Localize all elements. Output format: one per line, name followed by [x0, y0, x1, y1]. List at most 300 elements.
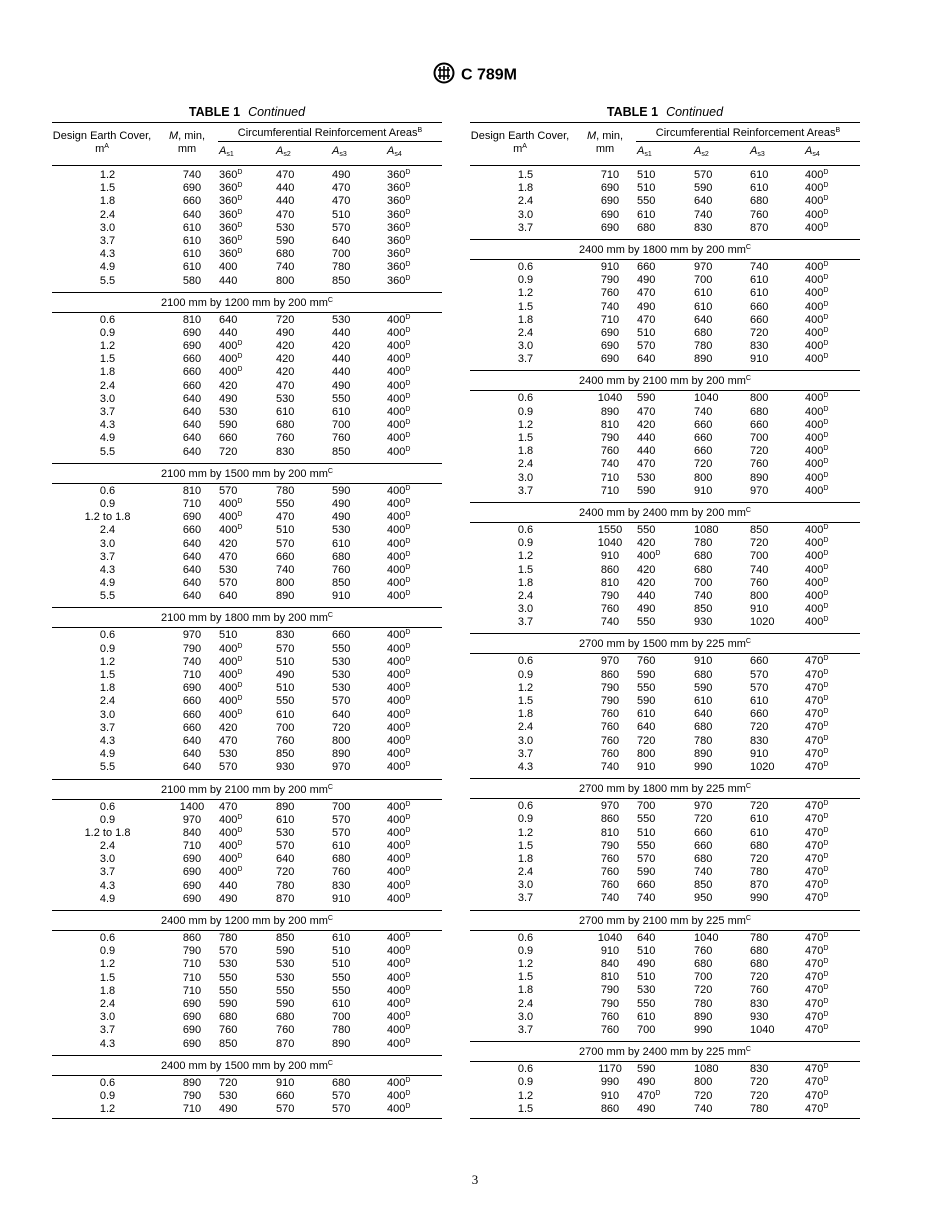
- table-cell: 890: [694, 747, 713, 760]
- footnote-marker: D: [823, 313, 829, 321]
- table-cell: 490: [332, 511, 351, 524]
- table-row: [52, 893, 442, 906]
- table-cell: 740: [750, 260, 769, 273]
- table-cell: $400^D$: [387, 642, 411, 655]
- table-cell: 440: [332, 353, 351, 366]
- table-cell: 1.2: [517, 1089, 534, 1102]
- table-cell: $400^D$: [219, 340, 243, 353]
- footnote-marker: D: [823, 681, 829, 689]
- table-cell: 4.9: [99, 577, 116, 590]
- table-cell: 760: [600, 852, 620, 865]
- table-cell: 740: [694, 1102, 713, 1115]
- table-cell: $400^D$: [805, 484, 829, 497]
- table-cell: 1.2 to 1.8: [84, 511, 131, 524]
- table-cell: 660: [694, 432, 713, 444]
- footnote-marker: D: [823, 537, 829, 545]
- table-cell: 690: [182, 853, 202, 866]
- footnote-marker: C: [745, 1046, 751, 1054]
- table-cell: 530: [332, 524, 351, 537]
- footnote-marker: D: [823, 813, 829, 821]
- table-cell: 590: [276, 945, 295, 958]
- table-cell: 780: [219, 932, 238, 944]
- table-cell: $400^D$: [805, 616, 829, 629]
- table-cell: $400^D$: [805, 418, 829, 431]
- table-cell: 530: [637, 471, 656, 484]
- table-cell: 760: [600, 721, 620, 734]
- table-cell: 930: [276, 761, 295, 774]
- table-cell: 3.0: [517, 603, 534, 616]
- table-cell: 710: [600, 313, 620, 326]
- table-cell: 830: [276, 629, 295, 642]
- table-cell: 530: [276, 971, 295, 984]
- table-cell: $360^D$: [387, 221, 411, 234]
- footnote-marker: D: [237, 340, 243, 348]
- table-cell: 720: [332, 721, 351, 734]
- table-cell: 680: [694, 721, 713, 734]
- table-row: [52, 380, 442, 393]
- table-cell: $400^D$: [805, 589, 829, 602]
- table-cell: 830: [276, 445, 295, 458]
- table-cell: $470^D$: [805, 668, 829, 681]
- table-row: [52, 709, 442, 722]
- table-cell: 790: [600, 695, 620, 707]
- table-cell: 760: [332, 866, 351, 879]
- table-cell: $360^D$: [219, 221, 243, 234]
- footnote-marker: D: [823, 195, 829, 203]
- table-cell: $470^D$: [805, 708, 829, 721]
- table-cell: 850: [276, 932, 295, 944]
- table-row: [470, 735, 860, 748]
- table-cell: 700: [750, 432, 769, 444]
- table-cell: $400^D$: [387, 840, 411, 853]
- table-cell: 570: [332, 1089, 351, 1102]
- table-cell: 800: [637, 747, 656, 760]
- table-cell: 690: [600, 195, 620, 208]
- table-cell: 610: [276, 406, 295, 418]
- table-cell: 660: [332, 629, 351, 642]
- table-cell: 2.4: [517, 326, 534, 339]
- table-cell: 510: [637, 971, 656, 984]
- table-cell: 690: [182, 1024, 202, 1037]
- table-cell: 3.7: [99, 1024, 116, 1037]
- table-row: [52, 353, 442, 366]
- table-cell: 790: [600, 839, 620, 852]
- table-row: [52, 735, 442, 748]
- table-cell: 440: [332, 326, 351, 339]
- table-cell: 490: [219, 892, 238, 905]
- table-cell: 690: [600, 326, 620, 339]
- table-cell: 810: [182, 484, 202, 497]
- table-cell: 0.6: [517, 260, 534, 273]
- footnote-marker: D: [823, 931, 829, 939]
- table-cell: 690: [600, 353, 620, 366]
- table-cell: $400^D$: [387, 748, 411, 761]
- table-row: [52, 195, 442, 208]
- table-cell: 660: [750, 418, 769, 431]
- table-cell: 720: [750, 721, 769, 734]
- table-cell: 610: [750, 182, 769, 195]
- header-as3: $A_{s3}$: [332, 145, 347, 158]
- table-continued-label: Continued: [666, 105, 724, 119]
- table-cell: $470^D$: [805, 866, 829, 879]
- table-cell: 530: [276, 826, 295, 839]
- table-cell: $470^D$: [805, 839, 829, 852]
- table-cell: 470: [637, 458, 656, 471]
- table-cell: 660: [276, 1089, 295, 1102]
- footnote-marker: D: [823, 392, 829, 400]
- table-cell: $400^D$: [387, 550, 411, 563]
- table-cell: 690: [182, 326, 202, 339]
- table-cell: $400^D$: [387, 484, 411, 497]
- table-cell: 530: [219, 958, 238, 971]
- table-cell: 1.5: [517, 432, 534, 444]
- footnote-marker: D: [655, 550, 661, 558]
- footnote-marker: D: [405, 853, 411, 861]
- footnote-marker: D: [405, 340, 411, 348]
- table-cell: 680: [694, 326, 713, 339]
- table-cell: $400^D$: [387, 826, 411, 839]
- table-row: [52, 564, 442, 577]
- table-cell: 660: [182, 708, 202, 721]
- table-cell: 550: [276, 497, 295, 510]
- table-cell: 490: [332, 169, 351, 181]
- table-cell: 510: [637, 182, 656, 195]
- footnote-marker: D: [823, 1102, 829, 1110]
- table-cell: 740: [694, 866, 713, 879]
- table-cell: $400^D$: [387, 1037, 411, 1050]
- table-cell: 710: [600, 169, 620, 181]
- table-cell: 610: [637, 208, 656, 221]
- table-row: [470, 419, 860, 432]
- table-cell: 1.8: [517, 445, 534, 458]
- table-cell: 640: [182, 537, 202, 550]
- table-cell: $470^D$: [805, 1063, 829, 1076]
- table-row: [52, 406, 442, 419]
- table-cell: 3.7: [517, 747, 534, 760]
- table-cell: 1040: [694, 392, 719, 405]
- table-cell: 910: [750, 603, 769, 616]
- table-cell: 890: [694, 1010, 713, 1023]
- footnote-marker: D: [405, 1089, 411, 1097]
- table-cell: 760: [332, 563, 351, 576]
- table-cell: $400^D$: [387, 879, 411, 892]
- table-cell: $400^D$: [219, 669, 243, 681]
- table-cell: 570: [637, 852, 656, 865]
- table-row: [470, 616, 860, 629]
- footnote-marker: C: [327, 783, 333, 791]
- table-cell: $470^D$: [805, 655, 829, 668]
- table-cell: $470^D$: [805, 984, 829, 997]
- table-cell: 640: [182, 419, 202, 432]
- table-cell: $400^D$: [387, 971, 411, 984]
- table-cell: 550: [332, 642, 351, 655]
- table-cell: $400^D$: [219, 853, 243, 866]
- table-cell: 0.9: [517, 813, 534, 826]
- table-cell: 850: [332, 274, 351, 287]
- table-row: [470, 485, 860, 498]
- table-cell: $400^D$: [805, 445, 829, 458]
- table-cell: 420: [276, 340, 295, 353]
- table-cell: 1.2: [99, 958, 116, 971]
- table-row: [470, 840, 860, 853]
- table-cell: 720: [750, 326, 769, 339]
- table-cell: 1400: [179, 800, 205, 813]
- table-row: [470, 458, 860, 471]
- footnote-marker: D: [405, 537, 411, 545]
- table-cell: 680: [750, 405, 769, 418]
- table-cell: 590: [276, 234, 295, 247]
- footnote-marker: D: [655, 1089, 661, 1097]
- table-cell: $360^D$: [219, 248, 243, 261]
- table-cell: 810: [182, 313, 202, 326]
- table-cell: $400^D$: [387, 984, 411, 997]
- footnote-marker: D: [405, 708, 411, 716]
- table-cell: 660: [182, 695, 202, 708]
- footnote-marker: D: [405, 524, 411, 532]
- table-cell: 690: [182, 866, 202, 879]
- table-cell: 640: [637, 721, 656, 734]
- table-cell: 690: [182, 1037, 202, 1050]
- table-cell: 490: [637, 300, 656, 313]
- table-cell: 890: [182, 1076, 202, 1089]
- table-cell: 0.6: [99, 484, 116, 497]
- table-cell: 720: [694, 458, 713, 471]
- table-cell: 720: [750, 1076, 769, 1089]
- table-cell: 690: [182, 182, 202, 195]
- table-cell: 640: [694, 708, 713, 721]
- table-cell: 1080: [694, 1063, 719, 1076]
- table-cell: 910: [600, 944, 620, 957]
- table-cell: 0.6: [517, 523, 534, 536]
- standard-designation: C 789M: [460, 66, 518, 84]
- footnote-marker: D: [405, 945, 411, 953]
- table-row: [52, 590, 442, 603]
- table-cell: 640: [182, 563, 202, 576]
- table-cell: 930: [750, 1010, 769, 1023]
- table-cell: 640: [332, 234, 351, 247]
- table-cell: $400^D$: [805, 432, 829, 444]
- table-cell: 690: [600, 340, 620, 353]
- table-cell: $360^D$: [387, 182, 411, 195]
- footnote-marker: D: [405, 511, 411, 519]
- table-cell: 860: [600, 563, 620, 576]
- footnote-marker: D: [405, 550, 411, 558]
- table-cell: 590: [637, 695, 656, 707]
- table-cell: 830: [750, 1063, 769, 1076]
- table-cell: 550: [219, 984, 238, 997]
- footnote-marker: D: [823, 326, 829, 334]
- table-cell: 550: [637, 523, 656, 536]
- table-cell: 510: [637, 826, 656, 839]
- table-cell: $400^D$: [219, 682, 243, 695]
- table-cell: $400^D$: [805, 576, 829, 589]
- table-cell: 490: [276, 669, 295, 681]
- table-cell: 1.5: [99, 669, 116, 681]
- table-row: [470, 813, 860, 826]
- footnote-marker: D: [237, 234, 243, 242]
- table-cell: 3.7: [517, 616, 534, 629]
- table-cell: 660: [637, 879, 656, 892]
- table-cell: 3.7: [517, 484, 534, 497]
- table-cell: 780: [694, 537, 713, 550]
- table-cell: 890: [600, 405, 620, 418]
- footnote-marker: D: [823, 523, 829, 531]
- table-cell: $400^D$: [805, 340, 829, 353]
- header-m-min: M, min, mm: [168, 130, 206, 155]
- table-cell: $400^D$: [387, 326, 411, 339]
- table-cell: $400^D$: [219, 524, 243, 537]
- table-row: [470, 1024, 860, 1037]
- table-cell: 760: [637, 655, 656, 668]
- table-cell: 760: [276, 734, 295, 747]
- table-cell: 1.5: [517, 1102, 534, 1115]
- table-cell: 800: [276, 274, 295, 287]
- table-cell: 830: [694, 221, 713, 234]
- table-cell: 700: [694, 971, 713, 984]
- table-cell: 990: [600, 1076, 620, 1089]
- table-cell: $400^D$: [387, 1024, 411, 1037]
- footnote-marker: D: [823, 300, 829, 308]
- table-cell: 870: [750, 879, 769, 892]
- table-cell: 420: [637, 576, 656, 589]
- table-cell: 610: [332, 997, 351, 1010]
- table-cell: 2.4: [99, 695, 116, 708]
- table-header-row: [470, 122, 860, 166]
- table-cell: 690: [600, 208, 620, 221]
- table-cell: 720: [637, 734, 656, 747]
- table-row: [52, 998, 442, 1011]
- table-cell: 0.6: [517, 392, 534, 405]
- table-row: [52, 235, 442, 248]
- table-cell: 740: [694, 589, 713, 602]
- table-cell: 660: [182, 379, 202, 392]
- table-cell: 610: [750, 695, 769, 707]
- table-cell: 760: [600, 445, 620, 458]
- footnote-marker: D: [237, 826, 243, 834]
- table-cell: $400^D$: [219, 655, 243, 668]
- table-cell: $360^D$: [387, 261, 411, 274]
- table-cell: 510: [637, 944, 656, 957]
- table-row: [470, 1103, 860, 1116]
- table-number: TABLE 1: [606, 105, 659, 119]
- table-cell: 550: [637, 839, 656, 852]
- footnote-marker: D: [405, 997, 411, 1005]
- table-cell: 570: [332, 695, 351, 708]
- footnote-marker: D: [823, 550, 829, 558]
- table-cell: 780: [750, 866, 769, 879]
- table-cell: 490: [637, 274, 656, 287]
- footnote-marker: D: [405, 629, 411, 637]
- table-cell: 640: [182, 406, 202, 418]
- table-cell: 700: [332, 1011, 351, 1024]
- table-cell: 440: [219, 274, 238, 287]
- table-cell: $400^D$: [219, 826, 243, 839]
- table-cell: 870: [276, 892, 295, 905]
- table-cell: 850: [276, 748, 295, 761]
- table-cell: $360^D$: [387, 274, 411, 287]
- table-cell: 690: [182, 340, 202, 353]
- table-cell: 1.2: [517, 826, 534, 839]
- table-cell: 530: [219, 1089, 238, 1102]
- table-cell: $400^D$: [387, 353, 411, 366]
- footnote-marker: D: [405, 984, 411, 992]
- footnote-marker: D: [823, 984, 829, 992]
- table-cell: 740: [182, 655, 202, 668]
- table-cell: $400^D$: [387, 1011, 411, 1024]
- footnote-marker: D: [823, 721, 829, 729]
- table-cell: $400^D$: [805, 471, 829, 484]
- footnote-marker: D: [405, 195, 411, 203]
- table-row: [52, 1038, 442, 1051]
- table-cell: 640: [182, 392, 202, 405]
- footnote-marker: D: [405, 958, 411, 966]
- table-cell: 570: [750, 681, 769, 694]
- table-number: TABLE 1: [188, 105, 241, 119]
- table-cell: $400^D$: [805, 300, 829, 313]
- table-row: [470, 301, 860, 314]
- table-cell: 790: [600, 681, 620, 694]
- table-cell: 610: [637, 1010, 656, 1023]
- table-row: [470, 524, 860, 537]
- table-cell: 850: [332, 445, 351, 458]
- section-title: 2100 mm by 1200 mm by 200 $mm^C$: [52, 292, 442, 313]
- table-cell: 4.3: [99, 563, 116, 576]
- table-cell: $470^D$: [637, 1089, 661, 1102]
- table-cell: 4.3: [99, 419, 116, 432]
- table-cell: 0.9: [517, 668, 534, 681]
- table-cell: 660: [750, 300, 769, 313]
- table-cell: 3.0: [517, 734, 534, 747]
- table-cell: 590: [219, 997, 238, 1010]
- table-row: [470, 945, 860, 958]
- header-as3: $A_{s3}$: [750, 145, 765, 158]
- footnote-marker: D: [405, 682, 411, 690]
- table-cell: 950: [694, 892, 713, 905]
- footnote-marker: D: [405, 497, 411, 505]
- table-row: [52, 761, 442, 774]
- table-cell: 570: [332, 813, 351, 826]
- footnote-marker: D: [237, 511, 243, 519]
- table-row: [52, 643, 442, 656]
- header-circumferential-areas: Circumferential Reinforcement Areas$^B$: [218, 125, 442, 142]
- table-cell: 720: [219, 445, 238, 458]
- table-cell: 990: [694, 1023, 713, 1036]
- table-cell: 610: [750, 169, 769, 181]
- table-cell: 1.5: [99, 971, 116, 984]
- table-cell: 760: [600, 866, 620, 879]
- table-cell: 830: [332, 879, 351, 892]
- table-cell: 420: [219, 537, 238, 550]
- section-title: 2700 mm by 1500 mm by 225 $mm^C$: [470, 633, 860, 654]
- table-cell: 420: [276, 366, 295, 379]
- table-cell: 760: [750, 576, 769, 589]
- footnote-marker: D: [405, 892, 411, 900]
- table-row: [52, 985, 442, 998]
- table-cell: 890: [276, 590, 295, 603]
- table-row: [470, 1076, 860, 1089]
- footnote-marker: D: [405, 379, 411, 387]
- table-cell: 0.6: [99, 1076, 116, 1089]
- table-cell: 0.6: [99, 932, 116, 944]
- table-cell: 2.4: [517, 195, 534, 208]
- table-cell: 710: [182, 669, 202, 681]
- table-cell: 3.7: [99, 550, 116, 563]
- table-cell: 570: [637, 340, 656, 353]
- table-row: [52, 577, 442, 590]
- table-cell: 470: [332, 195, 351, 208]
- footnote-marker: D: [237, 866, 243, 874]
- table-cell: 5.5: [99, 274, 116, 287]
